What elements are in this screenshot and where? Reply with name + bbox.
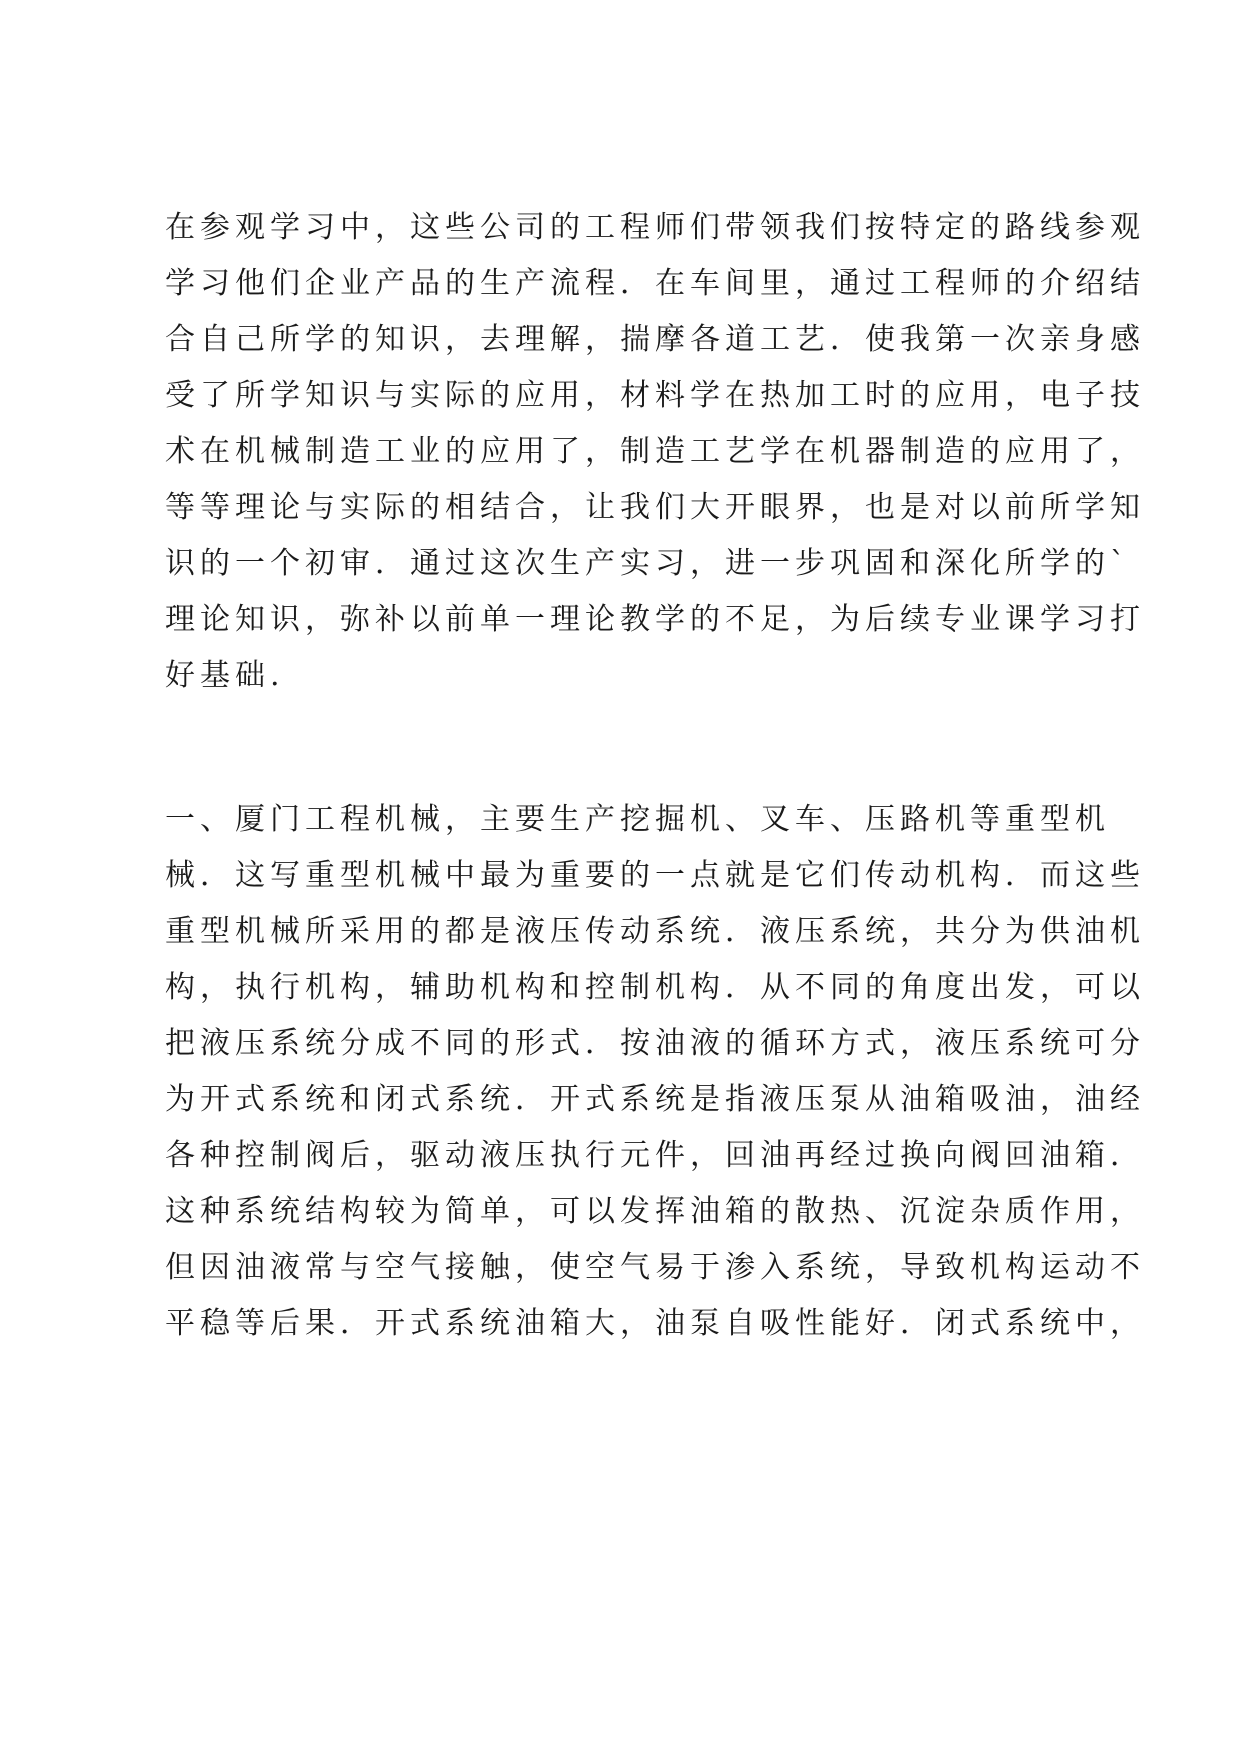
text-line: 重型机械所采用的都是液压传动系统．液压系统，共分为供油机 [165, 914, 1145, 949]
text-line: 学习他们企业产品的生产流程．在车间里，通过工程师的介绍结 [165, 266, 1145, 301]
text-line: 平稳等后果．开式系统油箱大，油泵自吸性能好．闭式系统中， [165, 1306, 1145, 1341]
text-line: 构，执行机构，辅助机构和控制机构．从不同的角度出发，可以 [165, 970, 1145, 1005]
text-line: 这种系统结构较为简单，可以发挥油箱的散热、沉淀杂质作用， [165, 1194, 1145, 1229]
text-line: 等等理论与实际的相结合，让我们大开眼界，也是对以前所学知 [165, 490, 1145, 525]
text-line: 理论知识，弥补以前单一理论教学的不足，为后续专业课学习打 [165, 602, 1145, 637]
text-line: 受了所学知识与实际的应用，材料学在热加工时的应用，电子技 [165, 378, 1145, 413]
text-line: 把液压系统分成不同的形式．按油液的循环方式，液压系统可分 [165, 1026, 1145, 1061]
text-line: 械．这写重型机械中最为重要的一点就是它们传动机构．而这些 [165, 858, 1145, 893]
text-line: 合自己所学的知识，去理解，揣摩各道工艺．使我第一次亲身感 [165, 322, 1145, 357]
text-line: 好基础. [165, 658, 285, 693]
text-line: 各种控制阀后，驱动液压执行元件，回油再经过换向阀回油箱． [165, 1138, 1145, 1173]
text-line: 为开式系统和闭式系统．开式系统是指液压泵从油箱吸油，油经 [165, 1082, 1145, 1117]
text-line: 在参观学习中，这些公司的工程师们带领我们按特定的路线参观 [165, 210, 1145, 245]
text-line: 但因油液常与空气接触，使空气易于渗入系统，导致机构运动不 [165, 1250, 1145, 1285]
text-line: 一、厦门工程机械，主要生产挖掘机、叉车、压路机等重型机 [165, 802, 1110, 837]
text-line: 识的一个初审．通过这次生产实习，进一步巩固和深化所学的` [165, 546, 1130, 581]
text-line: 术在机械制造工业的应用了，制造工艺学在机器制造的应用了， [165, 434, 1145, 469]
